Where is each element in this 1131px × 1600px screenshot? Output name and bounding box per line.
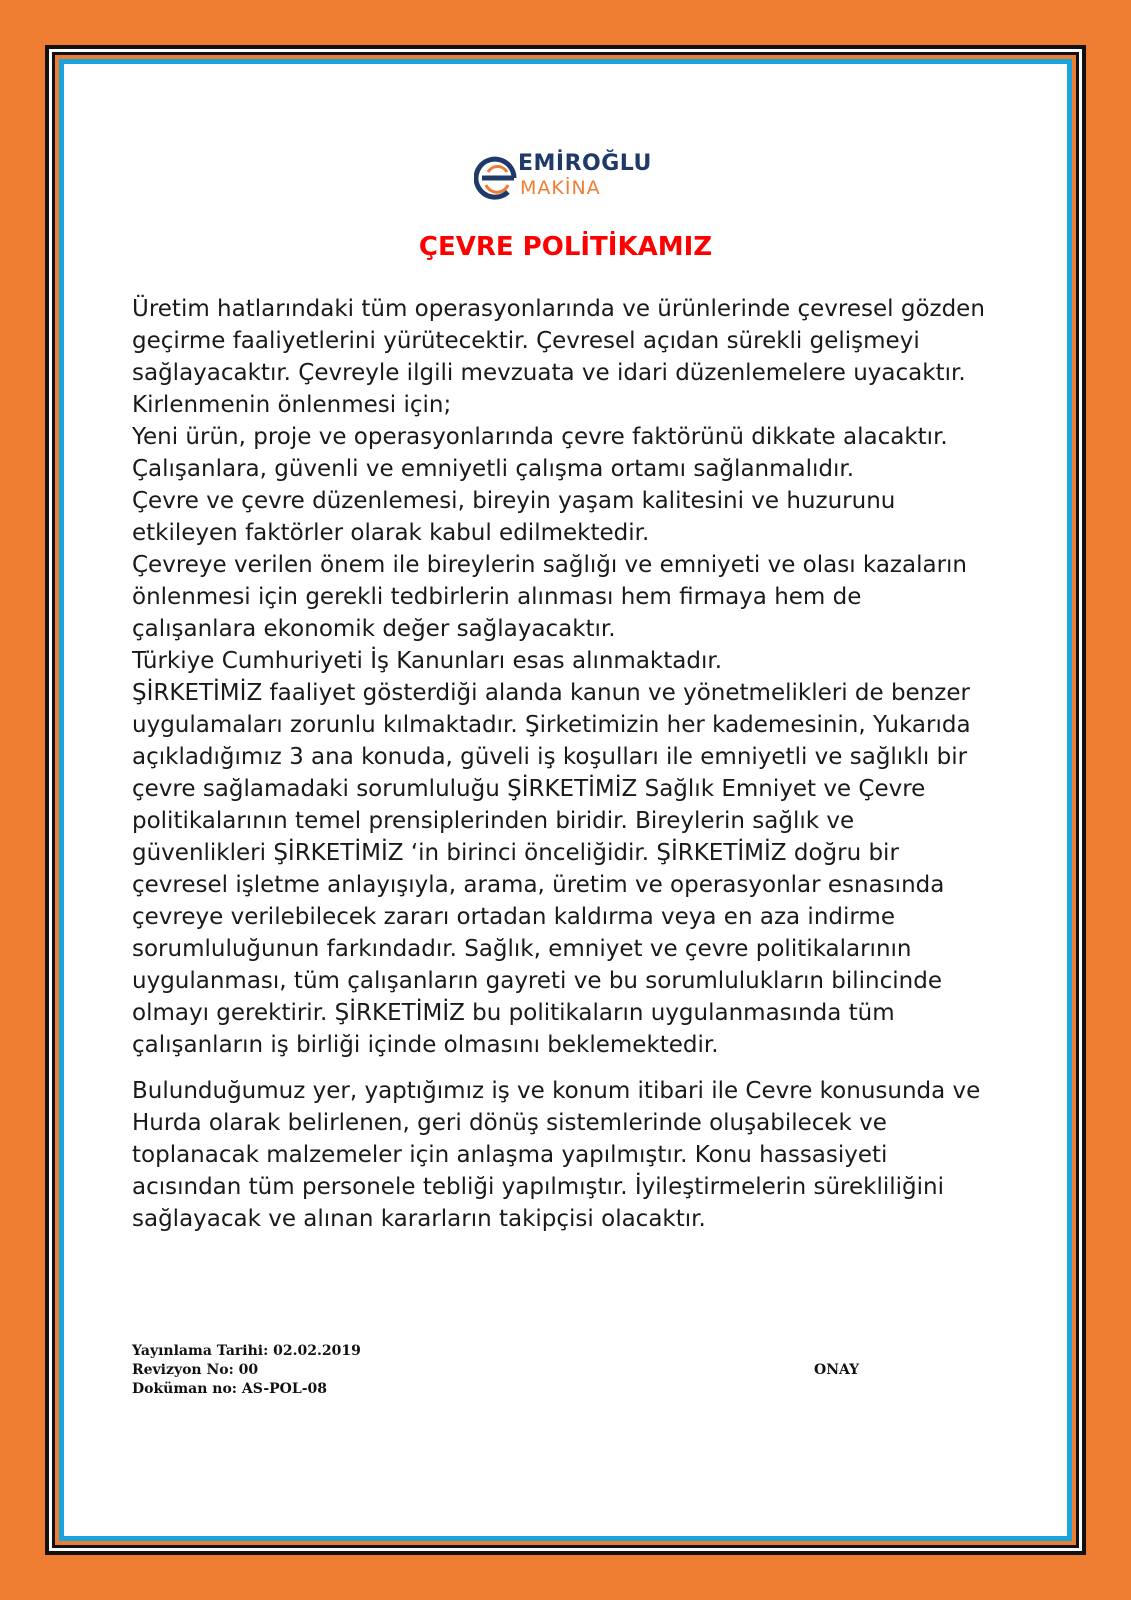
text-line: önlenmesi için gerekli tedbirlerin alınması hem firmaya hem de: [132, 584, 862, 610]
text-line: açıkladığımız 3 ana konuda, güveli iş koşulları ile emniyetli ve sağlıklı bir: [132, 744, 968, 770]
text-line: Çalışanlara, güvenli ve emniyetli çalışma ortamı sağlanmalıdır.: [132, 456, 855, 482]
text-line: Türkiye Cumhuriyeti İş Kanunları esas alınmaktadır.: [132, 648, 723, 674]
text-line: Kirlenmenin önlenmesi için;: [132, 392, 452, 418]
text-line: olmayı gerektirir. ŞİRKETİMİZ bu politikaların uygulanmasında tüm: [132, 1000, 895, 1026]
text-line: politikalarının temel prensiplerinden biridir. Bireylerin sağlık ve: [132, 808, 855, 834]
text-line: sorumluluğunun farkındadır. Sağlık, emniyet ve çevre politikalarının: [132, 936, 912, 962]
text-line: çevreye verilebilecek zararı ortadan kaldırma veya en aza indirme: [132, 904, 895, 930]
text-line: uygulamaları zorunlu kılmaktadır. Şirketimizin her kademesinin, Yukarıda: [132, 712, 971, 738]
text-line: çalışanların iş birliği içinde olmasını beklemektedir.: [132, 1032, 719, 1058]
approval-label: ONAY: [814, 1362, 860, 1378]
page-frame: [45, 45, 1086, 1555]
document-info: [132, 1342, 361, 1399]
text-line: Yeni ürün, proje ve operasyonlarında çevre faktörünü dikkate alacaktır.: [132, 424, 948, 450]
text-line: çevresel işletme anlayışıyla, arama, üretim ve operasyonlar esnasında: [132, 872, 945, 898]
document-number: Doküman no: AS-POL-08: [132, 1381, 328, 1397]
company-logo: [474, 149, 664, 209]
policy-paragraph-2: [132, 1075, 1012, 1235]
text-line: çevre sağlamadaki sorumluluğu ŞİRKETİMİZ Sağlık Emniyet ve Çevre: [132, 776, 926, 802]
text-line: Hurda olarak belirlenen, geri dönüş sistemlerinde oluşabilecek ve: [132, 1110, 887, 1136]
logo-name-top: EMİROĞLU: [518, 151, 652, 176]
text-line: sağlayacaktır. Çevreyle ilgili mevzuata ve idari düzenlemelere uyacaktır.: [132, 360, 966, 386]
text-line: ŞİRKETİMİZ faaliyet gösterdiği alanda kanun ve yönetmelikleri de benzer: [132, 680, 970, 706]
page-title: ÇEVRE POLİTİKAMIZ: [418, 232, 713, 262]
text-line: güvenlikleri ŞİRKETİMİZ ‘in birinci önceliğidir. ŞİRKETİMİZ doğru bir: [132, 840, 899, 866]
text-line: Çevreye verilen önem ile bireylerin sağlığı ve emniyeti ve olası kazaların: [132, 552, 967, 578]
text-line: Üretim hatlarındaki tüm operasyonlarında ve ürünlerinde çevresel gözden: [132, 296, 985, 322]
text-line: uygulanması, tüm çalışanların gayreti ve bu sorumlulukların bilincinde: [132, 968, 942, 994]
text-line: acısından tüm personele tebliği yapılmıştır. İyileştirmelerin sürekliliğini: [132, 1174, 944, 1200]
document-page: [64, 64, 1067, 1536]
text-line: geçirme faaliyetlerini yürütecektir. Çevresel açıdan sürekli gelişmeyi: [132, 328, 920, 354]
logo-name-bottom: MAKİNA: [520, 177, 601, 199]
policy-paragraph-1: [132, 293, 1012, 1061]
text-line: çalışanlara ekonomik değer sağlayacaktır.: [132, 616, 616, 642]
text-line: etkileyen faktörler olarak kabul edilmektedir.: [132, 520, 650, 546]
text-line: toplanacak malzemeler için anlaşma yapılmıştır. Konu hassasiyeti: [132, 1142, 888, 1168]
text-line: sağlayacak ve alınan kararların takipçisi olacaktır.: [132, 1206, 706, 1232]
emiroglu-e-icon: [474, 155, 518, 201]
text-line: Çevre ve çevre düzenlemesi, bireyin yaşam kalitesini ve huzurunu: [132, 488, 896, 514]
revision-number: Revizyon No: 00: [132, 1362, 259, 1378]
text-line: Bulunduğumuz yer, yaptığımız iş ve konum itibari ile Cevre konusunda ve: [132, 1078, 981, 1104]
publish-date: Yayınlama Tarihi: 02.02.2019: [132, 1343, 361, 1359]
